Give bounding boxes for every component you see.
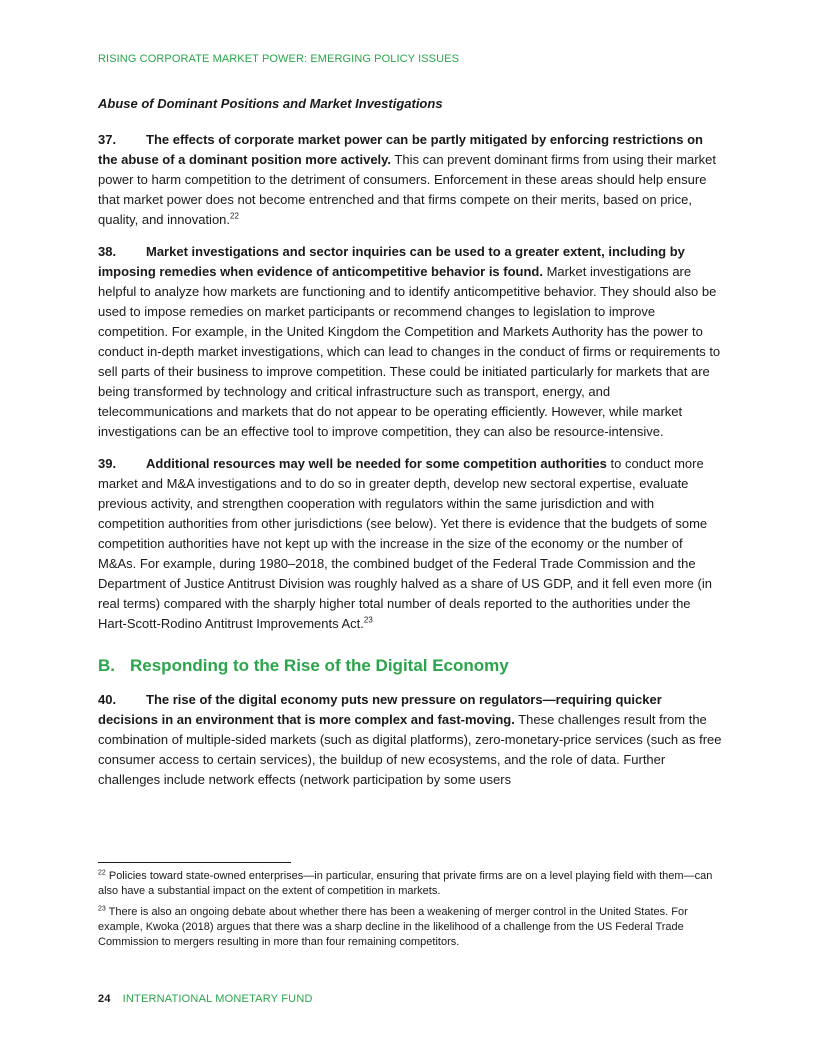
paragraph-38: [98, 242, 722, 442]
section-heading: [98, 654, 722, 678]
page-number: 24: [98, 993, 111, 1005]
publisher-name: INTERNATIONAL MONETARY FUND: [122, 993, 313, 1005]
footnote-ref[interactable]: 22: [230, 211, 239, 221]
page-footer: [98, 993, 313, 1005]
paragraph-lead: The effects of corporate market power can be partly mitigated by enforcing restrictions on the abuse of a dominant position more actively.: [98, 132, 703, 167]
section-title: Responding to the Rise of the Digital Economy: [130, 656, 509, 675]
section-letter: B.: [98, 656, 115, 675]
footnotes: [98, 869, 722, 956]
paragraph-body: to conduct more market and M&A investigations and to do so in greater depth, develop new sectoral expertise, evaluate previous activity, and strengthen cooperation with regulators within the same jurisdiction and with competition authorities from other jurisdictions (see below). Yet there is evidence that the budgets of some competition authorities have not kept up with the increase in the size of the economy or the number of M&As. For example, during 1980–2018, the combined budget of the Federal Trade Commission and the Department of Justice Antitrust Division was roughly halved as a share of US GDP, and it fell even more (in real terms) compared with the sharply higher total number of deals reported to the authorities under the Hart-Scott-Rodino Antitrust Improvements Act.: [98, 456, 712, 631]
footnote-22: [98, 869, 722, 899]
footnote-number: 23: [98, 905, 106, 913]
footnote-number: 22: [98, 869, 106, 877]
paragraph-39: [98, 454, 722, 634]
main-content: [98, 94, 722, 802]
footnote-ref[interactable]: 23: [363, 615, 373, 625]
paragraph-37: [98, 130, 722, 230]
paragraph-number: 40.: [98, 692, 117, 707]
paragraph-40: [98, 690, 722, 790]
paragraph-number: 37.: [98, 132, 117, 147]
paragraph-lead: The rise of the digital economy puts new pressure on regulators—requiring quicker decisions in an environment that is more complex and fast-moving.: [98, 692, 662, 727]
paragraph-lead: Additional resources may well be needed for some competition authorities: [146, 456, 607, 471]
footnote-divider: [98, 862, 291, 863]
paragraph-number: 38.: [98, 244, 117, 259]
subheading: Abuse of Dominant Positions and Market Investigations: [98, 96, 443, 111]
paragraph-body: Market investigations are helpful to analyze how markets are functioning and to identify anticompetitive behavior. They should also be used to impose remedies on market participants or recommend changes to legislation to improve competition. For example, in the United Kingdom the Competition and Markets Authority has the power to conduct in-depth market investigations, which can lead to changes in the conduct of firms or requirements to sell parts of their business to improve competition. These could be initiated particularly for markets that are being transformed by technology and critical infrastructure such as transport, energy, and telecommunications and markets that do not appear to be operating efficiently. However, while market investigations can be an effective tool to improve competition, they can also be resource-intensive.: [98, 264, 721, 439]
running-header: RISING CORPORATE MARKET POWER: EMERGING POLICY ISSUES: [98, 53, 460, 65]
footnote-text: There is also an ongoing debate about whether there has been a weakening of merger control in the United States. For example, Kwoka (2018) argues that there was a sharp decline in the likelihood of a challenge from the US Federal Trade Commission to mergers resulting in more than four remaining competitors.: [98, 906, 688, 948]
paragraph-body: This can prevent dominant firms from using their market power to harm competition to the detriment of consumers. Enforcement in these areas should help ensure that market power does not become entrenched and that firms compete on their merits, based on price, quality, and innovation.: [98, 152, 716, 227]
footnote-text: Policies toward state-owned enterprises—in particular, ensuring that private firms are on a level playing field with them—can also have a substantial impact on the extent of competition in markets.: [98, 870, 713, 897]
paragraph-number: 39.: [98, 456, 117, 471]
paragraph-lead: Market investigations and sector inquiries can be used to a greater extent, including by imposing remedies when evidence of anticompetitive behavior is found.: [98, 244, 685, 279]
paragraph-body: These challenges result from the combination of multiple-sided markets (such as digital platforms), zero-monetary-price services (such as free consumer access to certain services), the buildup of new ecosystems, and the role of data. Further challenges include network effects (network participation by some users: [98, 712, 722, 787]
footnote-23: [98, 905, 722, 950]
